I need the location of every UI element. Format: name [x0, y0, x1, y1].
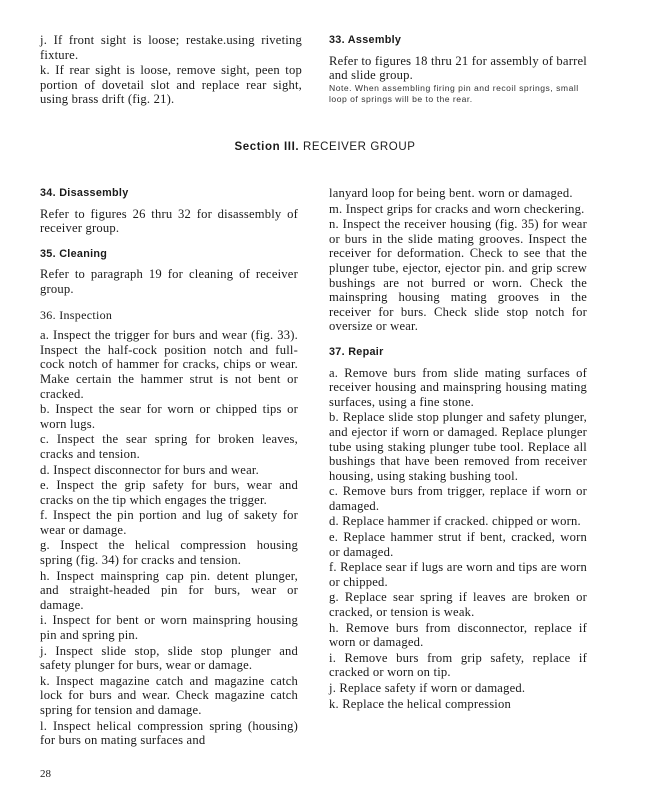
inspection-item-a: a. Inspect the trigger for burs and wear (fig. 33). Inspect the half-cock position notch and full-cock notch of hammer for cracks, chips or wear. Make certain the hammer strut is not bent or cracked. — [40, 328, 298, 401]
inspection-item-h: h. Inspect mainspring cap pin. detent plunger, and straight-headed pin for burs, wear or damage. — [40, 568, 298, 612]
repair-item-j: j. Replace safety if worn or damaged. — [329, 681, 526, 695]
page-number: 28 — [40, 768, 51, 780]
top-left-column — [40, 33, 302, 107]
inspection-item-j: j. Inspect slide stop, slide stop plunger and safety plunger for burs, wear or damage. — [40, 643, 298, 673]
left-column — [40, 186, 298, 748]
section-35-heading: 35. Cleaning — [40, 247, 108, 260]
repair-item-g: g. Replace sear spring if leaves are broken or cracked, or tension is weak. — [329, 590, 587, 620]
paragraph-j-front-sight: j. If front sight is loose; restake.using riveting fixture. — [40, 33, 302, 62]
section-label: Section III. — [234, 141, 300, 153]
top-right-column — [329, 33, 587, 105]
inspection-item-d: d. Inspect disconnector for burs and wear. — [40, 462, 259, 477]
inspection-item-g: g. Inspect the helical compression housing spring (fig. 34) for cracks and tension. — [40, 538, 298, 568]
section-36-heading: 36. Inspection — [40, 307, 113, 322]
paragraph-k-rear-sight: k. If rear sight is loose, remove sight, peen top portion of dovetail slot and replace rear sight, using brass drift (fig. 21). — [40, 63, 302, 107]
assembly-note: Note. When assembling firing pin and recoil springs, small loop of springs will be to the rear. — [329, 82, 579, 104]
right-column — [329, 186, 587, 711]
section-name: RECEIVER GROUP — [302, 141, 416, 153]
repair-item-e: e. Replace hammer strut if bent, cracked, worn or damaged. — [329, 530, 587, 559]
repair-item-h: h. Remove burs from disconnector, replace if worn or damaged. — [329, 620, 587, 650]
inspection-item-c: c. Inspect the sear spring for broken leaves, cracks and tension. — [40, 432, 298, 461]
inspection-item-b: b. Inspect the sear for worn or chipped tips or worn lugs. — [40, 402, 298, 431]
section-33-heading: 33. Assembly — [329, 34, 402, 46]
inspection-item-f: f. Inspect the pin portion and lug of sakety for wear or damage. — [40, 508, 298, 537]
section-34-heading: 34. Disassembly — [40, 187, 129, 199]
repair-item-a: a. Remove burs from slide mating surfaces of receiver housing and mainspring housing mating surfaces, using a fine stone. — [329, 365, 587, 409]
repair-item-f: f. Replace sear if lugs are worn and tips are worn or chipped. — [329, 560, 587, 589]
section-37-heading: 37. Repair — [329, 345, 384, 358]
repair-item-k: k. Replace the helical compression — [329, 696, 511, 711]
section-title — [0, 141, 650, 153]
section-35-paragraph: Refer to paragraph 19 for cleaning of receiver group. — [40, 267, 298, 296]
inspection-item-m: m. Inspect grips for cracks and worn checkering. — [329, 201, 585, 216]
inspection-item-e: e. Inspect the grip safety for burs, wear and cracks on the tip which engages the trigger. — [40, 478, 298, 507]
inspection-item-i: i. Inspect for bent or worn mainspring housing pin and spring pin. — [40, 613, 298, 643]
inspection-item-n: n. Inspect the receiver housing (fig. 35) for wear or burs in the slide mating grooves. Inspect the receiver for deformation. Check to see that the plunger tube, ejector, ejector pin. and grip screw bushings are not burred or worn. Check the mainspring housing mating grooves in the receiver for burs. Check slide stop notch for oversize or wear. — [329, 217, 587, 334]
repair-item-d: d. Replace hammer if cracked. chipped or worn. — [329, 514, 581, 529]
section-34-paragraph: Refer to figures 26 thru 32 for disassembly of receiver group. — [40, 206, 298, 236]
inspection-item-l: l. Inspect helical compression spring (housing) for burs on mating surfaces and — [40, 718, 298, 748]
repair-item-b: b. Replace slide stop plunger and safety plunger, and ejector if worn or damaged. Replace plunger tube using staking plunger tube tool. Replace all bushings that have been removed from receiver housing, using staking bushing tool. — [329, 410, 587, 483]
inspection-item-k: k. Inspect magazine catch and magazine catch lock for burs and wear. Check magazine catch spring for tension and damage. — [40, 673, 298, 717]
inspection-item-l-continued: lanyard loop for being bent. worn or damaged. — [329, 186, 573, 200]
repair-item-c: c. Remove burs from trigger, replace if worn or damaged. — [329, 484, 587, 513]
repair-item-i: i. Remove burs from grip safety, replace if cracked or worn on tip. — [329, 650, 587, 680]
section-33-paragraph: Refer to figures 18 thru 21 for assembly of barrel and slide group. — [329, 53, 587, 83]
